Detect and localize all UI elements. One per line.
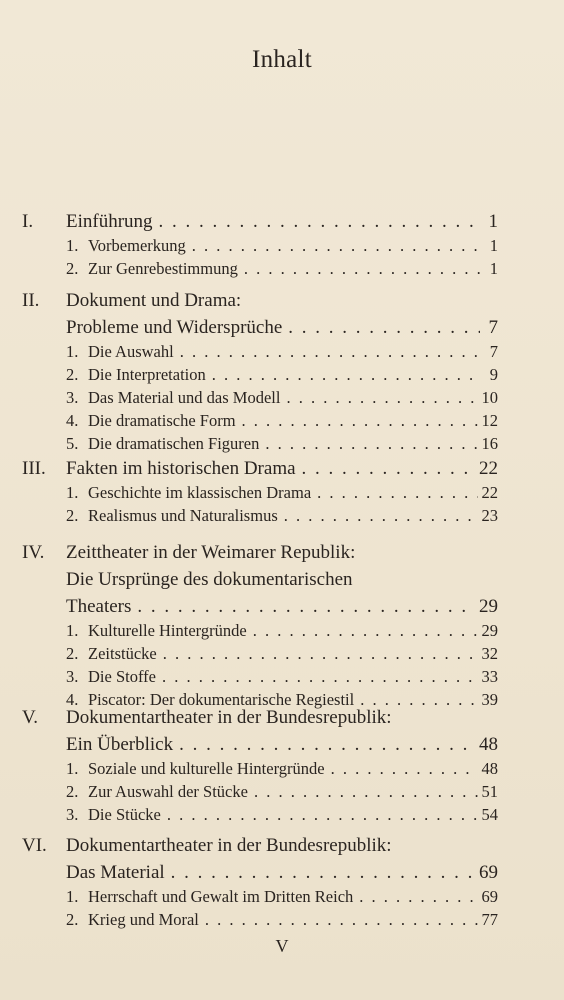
dot-leader bbox=[331, 759, 478, 779]
chapter-title: Fakten im historischen Drama bbox=[66, 458, 296, 479]
section-title: Realismus und Naturalismus bbox=[88, 506, 278, 525]
dot-leader bbox=[286, 388, 477, 408]
section-title: Vorbemerkung bbox=[88, 236, 186, 255]
section-title: Zur Auswahl der Stücke bbox=[88, 782, 248, 801]
section-title: Zur Genrebestimmung bbox=[88, 259, 238, 278]
section-title: Das Material und das Modell bbox=[88, 388, 281, 407]
chapter-heading-line: Zeittheater in der Weimarer Republik: bbox=[66, 542, 356, 563]
chapter-entry bbox=[66, 862, 498, 884]
dot-leader bbox=[162, 667, 478, 687]
chapter-title: Theaters bbox=[66, 596, 132, 617]
section-page-number: 51 bbox=[481, 782, 498, 801]
section-entry bbox=[66, 506, 498, 526]
chapter-title: Das Material bbox=[66, 862, 165, 883]
section-number: 3. bbox=[66, 667, 79, 686]
section-number: 2. bbox=[66, 782, 79, 801]
dot-leader bbox=[302, 458, 475, 480]
chapter-page-number: 48 bbox=[479, 734, 498, 755]
chapter-title: Probleme und Widersprüche bbox=[66, 317, 283, 338]
section-title: Die Stücke bbox=[88, 805, 161, 824]
section-number: 4. bbox=[66, 690, 79, 709]
section-number: 2. bbox=[66, 506, 79, 525]
chapter-heading-line: Dokumentartheater in der Bundesrepublik: bbox=[66, 707, 392, 728]
section-title: Die Interpretation bbox=[88, 365, 206, 384]
chapter-title: Ein Überblick bbox=[66, 734, 174, 755]
section-number: 5. bbox=[66, 434, 79, 453]
section-page-number: 77 bbox=[481, 910, 498, 929]
dot-leader bbox=[359, 887, 477, 907]
dot-leader bbox=[254, 782, 478, 802]
dot-leader bbox=[284, 506, 478, 526]
chapter-page-number: 69 bbox=[479, 862, 498, 883]
section-entry bbox=[66, 388, 498, 408]
page-title: Inhalt bbox=[251, 46, 313, 73]
chapter-heading-line: Dokument und Drama: bbox=[66, 290, 242, 311]
dot-leader bbox=[212, 365, 480, 385]
section-page-number: 1 bbox=[489, 259, 498, 278]
section-title: Die dramatische Form bbox=[88, 411, 236, 430]
section-number: 2. bbox=[66, 259, 79, 278]
section-page-number: 69 bbox=[481, 887, 498, 906]
section-number: 1. bbox=[66, 887, 79, 906]
chapter-entry bbox=[66, 317, 498, 339]
section-number: 2. bbox=[66, 910, 79, 929]
dot-leader bbox=[244, 259, 480, 279]
section-entry bbox=[66, 259, 498, 279]
chapter-page-number: 7 bbox=[488, 317, 498, 338]
dot-leader bbox=[163, 644, 478, 664]
section-title: Zeitstücke bbox=[88, 644, 157, 663]
section-title: Soziale und kulturelle Hintergründe bbox=[88, 759, 325, 778]
chapter-numeral: I. bbox=[22, 211, 34, 232]
section-entry bbox=[66, 667, 498, 687]
section-number: 1. bbox=[66, 759, 79, 778]
dot-leader bbox=[159, 211, 480, 233]
section-entry bbox=[66, 759, 498, 779]
section-number: 2. bbox=[66, 644, 79, 663]
section-page-number: 48 bbox=[481, 759, 498, 778]
section-page-number: 1 bbox=[489, 236, 498, 255]
section-title: Die dramatischen Figuren bbox=[88, 434, 260, 453]
chapter-page-number: 29 bbox=[479, 596, 498, 617]
section-number: 1. bbox=[66, 483, 79, 502]
dot-leader bbox=[171, 862, 475, 884]
dot-leader bbox=[137, 596, 475, 618]
section-page-number: 12 bbox=[481, 411, 498, 430]
dot-leader bbox=[167, 805, 478, 825]
chapter-numeral: V. bbox=[22, 707, 39, 728]
page-number: V bbox=[275, 936, 289, 956]
dot-leader bbox=[192, 236, 480, 256]
section-title: Geschichte im klassischen Drama bbox=[88, 483, 312, 502]
section-page-number: 9 bbox=[489, 365, 498, 384]
section-title: Krieg und Moral bbox=[88, 910, 199, 929]
section-entry bbox=[66, 805, 498, 825]
dot-leader bbox=[253, 621, 478, 641]
dot-leader bbox=[242, 411, 478, 431]
section-entry bbox=[66, 887, 498, 907]
section-entry bbox=[66, 434, 498, 454]
chapter-heading-line: Dokumentartheater in der Bundesrepublik: bbox=[66, 835, 392, 856]
chapter-entry bbox=[66, 596, 498, 618]
chapter-numeral: III. bbox=[22, 458, 46, 479]
section-page-number: 10 bbox=[481, 388, 498, 407]
section-page-number: 7 bbox=[489, 342, 498, 361]
section-page-number: 54 bbox=[481, 805, 498, 824]
section-number: 1. bbox=[66, 236, 79, 255]
section-entry bbox=[66, 483, 498, 503]
chapter-numeral: II. bbox=[22, 290, 40, 311]
section-number: 4. bbox=[66, 411, 79, 430]
chapter-heading-line: Die Ursprünge des dokumentarischen bbox=[66, 569, 353, 590]
section-number: 1. bbox=[66, 621, 79, 640]
section-entry bbox=[66, 621, 498, 641]
section-entry bbox=[66, 411, 498, 431]
section-entry bbox=[66, 644, 498, 664]
section-page-number: 23 bbox=[481, 506, 498, 525]
section-title: Herrschaft und Gewalt im Dritten Reich bbox=[88, 887, 354, 906]
chapter-page-number: 22 bbox=[479, 458, 498, 479]
section-entry bbox=[66, 365, 498, 385]
section-page-number: 39 bbox=[481, 690, 498, 709]
dot-leader bbox=[288, 317, 480, 339]
section-page-number: 32 bbox=[481, 644, 498, 663]
section-title: Die Stoffe bbox=[88, 667, 156, 686]
section-title: Kulturelle Hintergründe bbox=[88, 621, 247, 640]
chapter-entry bbox=[66, 734, 498, 756]
chapter-numeral: VI. bbox=[22, 835, 47, 856]
dot-leader bbox=[180, 342, 480, 362]
dot-leader bbox=[317, 483, 477, 503]
section-page-number: 22 bbox=[481, 483, 498, 502]
section-page-number: 16 bbox=[481, 434, 498, 453]
section-number: 1. bbox=[66, 342, 79, 361]
section-number: 3. bbox=[66, 805, 79, 824]
section-title: Piscator: Der dokumentarische Regiestil bbox=[88, 690, 355, 709]
dot-leader bbox=[205, 910, 478, 930]
chapter-entry bbox=[66, 458, 498, 480]
dot-leader bbox=[179, 734, 475, 756]
section-page-number: 29 bbox=[481, 621, 498, 640]
chapter-entry bbox=[66, 211, 498, 233]
chapter-page-number: 1 bbox=[488, 211, 498, 232]
section-page-number: 33 bbox=[481, 667, 498, 686]
chapter-title: Einführung bbox=[66, 211, 153, 232]
section-number: 2. bbox=[66, 365, 79, 384]
section-entry bbox=[66, 236, 498, 256]
chapter-numeral: IV. bbox=[22, 542, 45, 563]
section-entry bbox=[66, 910, 498, 930]
section-entry bbox=[66, 342, 498, 362]
section-number: 3. bbox=[66, 388, 79, 407]
section-title: Die Auswahl bbox=[88, 342, 174, 361]
section-entry bbox=[66, 782, 498, 802]
dot-leader bbox=[265, 434, 477, 454]
